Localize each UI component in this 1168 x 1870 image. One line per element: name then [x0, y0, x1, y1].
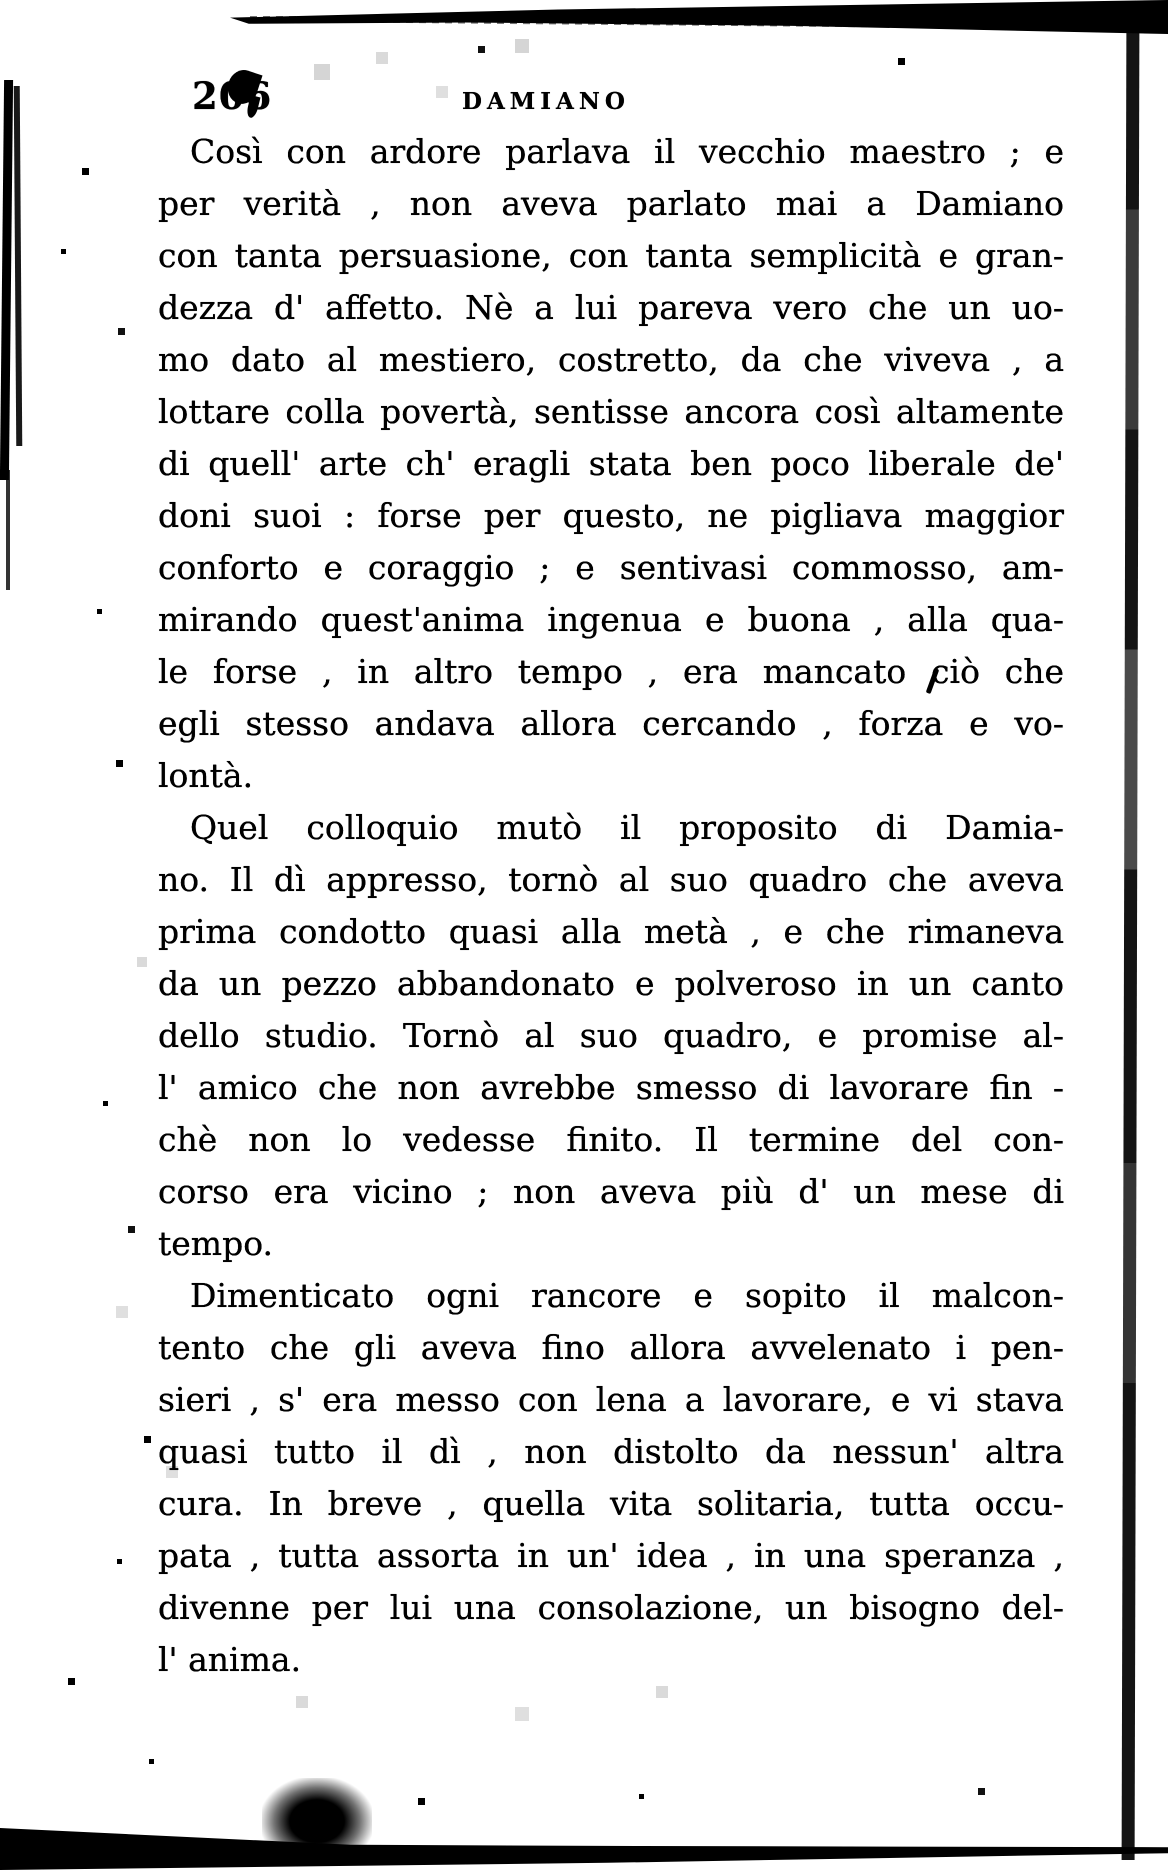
text-line: tento che gli aveva fino allora avvelenato i pen-	[158, 1328, 1064, 1367]
running-header-title: DAMIANO	[462, 88, 630, 115]
text-line: mirando quest'anima ingenua e buona , alla qua-	[158, 600, 1064, 639]
text-line: tempo.	[158, 1224, 273, 1263]
text-line: egli stesso andava allora cercando , forza e vo-	[158, 704, 1064, 743]
text-line: no. Il dì appresso, tornò al suo quadro che aveva	[158, 860, 1064, 899]
text-line: per verità , non aveva parlato mai a Damiano	[158, 184, 1064, 223]
text-line: doni suoi : forse per questo, ne pigliava maggior	[158, 496, 1064, 535]
text-line: quasi tutto il dì , non distolto da nessun' altra	[158, 1432, 1064, 1471]
text-line: chè non lo vedesse finito. Il termine del con-	[158, 1120, 1064, 1159]
text-line: Così con ardore parlava il vecchio maestro ; e	[190, 132, 1064, 171]
text-line: Dimenticato ogni rancore e sopito il malcon-	[190, 1276, 1064, 1315]
scan-artifact-faint-specks	[0, 0, 4, 4]
scan-artifact-right-speckle	[1090, 0, 1168, 1870]
text-line: l' amico che non avrebbe smesso di lavorare fin -	[158, 1068, 1064, 1107]
scan-artifact-bottom-edge	[0, 1810, 1168, 1870]
scan-artifact-ink-blob	[262, 1778, 372, 1850]
text-line: da un pezzo abbandonato e polveroso in un canto	[158, 964, 1064, 1003]
text-line: le forse , in altro tempo , era mancato ciò che	[158, 652, 1064, 691]
text-line: con tanta persuasione, con tanta semplicità e gran-	[158, 236, 1064, 275]
scan-artifact-left-bar	[6, 470, 10, 590]
text-line: pata , tutta assorta in un' idea , in una speranza ,	[158, 1536, 1064, 1575]
text-line: conforto e coraggio ; e sentivasi commosso, am-	[158, 548, 1064, 587]
text-line: divenne per lui una consolazione, un bisogno del-	[158, 1588, 1064, 1627]
text-line: lottare colla povertà, sentisse ancora così altamente	[158, 392, 1064, 431]
scan-artifact-left-bar	[14, 86, 23, 446]
text-line: cura. In breve , quella vita solitaria, tutta occu-	[158, 1484, 1064, 1523]
text-line: mo dato al mestiero, costretto, da che viveva , a	[158, 340, 1064, 379]
text-line: dello studio. Tornò al suo quadro, e promise al-	[158, 1016, 1064, 1055]
text-line: di quell' arte ch' eragli stata ben poco liberale de'	[158, 444, 1064, 483]
paragraph	[158, 126, 1064, 802]
scan-artifact-left-bar	[0, 80, 13, 480]
text-line: l' anima.	[158, 1640, 302, 1679]
paragraph	[158, 802, 1064, 1270]
text-line: sieri , s' era messo con lena a lavorare, e vi stava	[158, 1380, 1064, 1419]
page-number: 206	[192, 74, 273, 118]
text-line: corso era vicino ; non aveva più d' un mese di	[158, 1172, 1064, 1211]
paragraph	[158, 1270, 1064, 1686]
text-line: lontà.	[158, 756, 254, 795]
text-line: dezza d' affetto. Nè a lui pareva vero che un uo-	[158, 288, 1064, 327]
body-text-column	[158, 126, 1064, 1686]
text-line: Quel colloquio mutò il proposito di Damia-	[190, 808, 1064, 847]
text-line: prima condotto quasi alla metà , e che rimaneva	[158, 912, 1064, 951]
scan-artifact-top-fray	[250, 16, 1168, 30]
